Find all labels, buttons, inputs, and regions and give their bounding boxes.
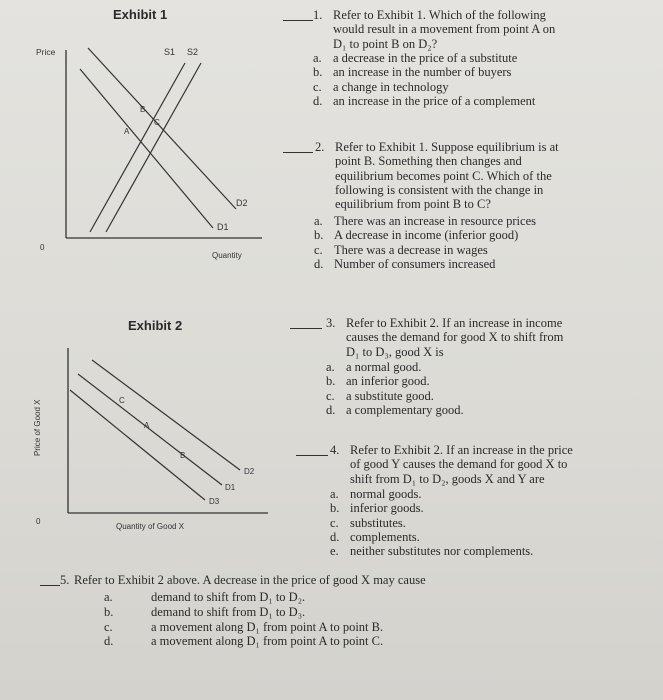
question-2-number: 2. xyxy=(315,140,325,154)
answer-blank-4[interactable] xyxy=(296,455,328,456)
label-point-a: A xyxy=(124,127,130,136)
demand-curve-d2 xyxy=(92,360,240,470)
exhibit1-origin: 0 xyxy=(40,243,45,252)
worksheet-page: Exhibit 1 Price Quantity 0 S1 S2 D1 D2 A B C Exhibit 2 Price of Good X Quantity of Good X 0 D2 D1 D3 A B C 1. Refer to Exhibit 1. Which of the following would result in a movement from point A on D₁ to point B on D₂? a. a decrease in the price of a substitute b. an increase in the number of buyers c. a change in technology d. an increase in the price of a complement 2. Refer to Exhibit 1. Suppose equilibrium is at point B. Something then changes and equilibrium becomes point C. Which of the following is consistent with the change in equilibrium from point B to C? a. There was an increase in resource prices b. A decrease in income (inferior good) c. There was a decrease in wages d. Number of consumers increased 3. Refer to Exhibit 2. If an increase in income causes the demand for good X to shift from D₁ to D₃, good X is a. a normal good. b. an inferior good. c. a substitute good. d. a complementary good. 4. Refer to Exhibit 2. If an increase in the price of good Y causes the demand for good X to shift from D₁ to D₂, goods X and Y are a. normal goods. b. inferior goods. c. substitutes. d. complements. e. neither substitutes nor complements. 5. Refer to Exhibit 2 above. A decrease in the price of good X may cause a. demand to shift from D₁ to D₂. b. demand to shift from D₁ to D₃. c. a movement along D₁ from point A to point B. d. a movement along D₁ from point A to point C. xyxy=(0,0,663,700)
exhibit2-y-label: Price of Good X xyxy=(33,399,42,456)
question-4-number: 4. xyxy=(330,443,340,457)
label-s2: S2 xyxy=(187,47,199,57)
exhibit2-origin: 0 xyxy=(36,517,41,526)
question-3-stem: Refer to Exhibit 2. If an increase in income causes the demand for good X to shift from D₁ to D₃, good X is xyxy=(346,316,564,359)
label-d3: D3 xyxy=(209,497,220,506)
demand-curve-d3 xyxy=(70,390,205,500)
label-point-c: C xyxy=(154,118,160,127)
label-d2: D2 xyxy=(236,198,248,208)
exhibit1-y-label: Price xyxy=(36,47,56,57)
demand-curve-d1 xyxy=(78,374,222,485)
question-2-stem: Refer to Exhibit 1. Suppose equilibrium is at point B. Something then changes and equilibrium becomes point C. Which of the following is consistent with the change in equilibrium from point B to C? xyxy=(335,140,559,212)
question-5-number: 5. xyxy=(60,573,70,587)
question-4-stem: Refer to Exhibit 2. If an increase in the price of good Y causes the demand for good X to shift from D₁ to D₂, goods X and Y are xyxy=(350,443,573,486)
exhibit1-x-label: Quantity xyxy=(212,251,242,260)
label-d2: D2 xyxy=(244,467,255,476)
question-5-stem: Refer to Exhibit 2 above. A decrease in the price of good X may cause xyxy=(74,573,426,587)
question-3-number: 3. xyxy=(326,316,336,330)
exhibit2-graph xyxy=(0,0,300,560)
label-point-b: B xyxy=(140,105,146,114)
question-1-stem: Refer to Exhibit 1. Which of the following would result in a movement from point A on D₁ to point B on D₂? xyxy=(333,8,556,51)
exhibit1-title: Exhibit 1 xyxy=(113,7,168,22)
label-d1: D1 xyxy=(225,483,236,492)
label-point-a: A xyxy=(144,421,150,430)
label-s1: S1 xyxy=(164,47,176,57)
answer-blank-1[interactable] xyxy=(283,20,313,21)
label-point-b: B xyxy=(180,451,186,460)
exhibit2-title: Exhibit 2 xyxy=(128,318,183,333)
exhibit2-x-label: Quantity of Good X xyxy=(116,522,185,531)
answer-blank-5[interactable] xyxy=(40,585,60,586)
question-1-number: 1. xyxy=(313,8,323,22)
answer-blank-2[interactable] xyxy=(283,152,313,153)
label-point-c: C xyxy=(119,396,125,405)
label-d1: D1 xyxy=(217,222,229,232)
answer-blank-3[interactable] xyxy=(290,328,322,329)
